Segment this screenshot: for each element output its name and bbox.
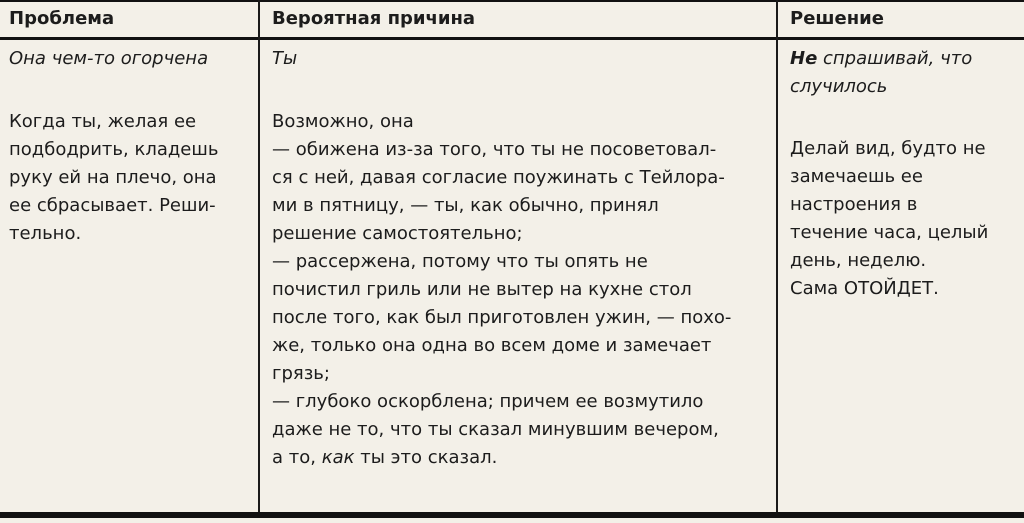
row2-cause-line: ми в пятницу, — ты, как обычно, принял <box>272 195 659 216</box>
row1-solution <box>790 45 972 101</box>
row2-cause-line: — рассержена, потому что ты опять не <box>272 251 648 272</box>
row2-cause-line: Возможно, она <box>272 111 414 132</box>
row2-solution-line: Сама ОТОЙДЕТ. <box>790 278 939 299</box>
row2-problem-line: Когда ты, желая ее <box>9 111 197 132</box>
row2-solution <box>790 135 988 303</box>
row2-solution-line: Делай вид, будто не <box>790 138 986 159</box>
row1-problem-text: Она чем-то огорчена <box>9 48 209 69</box>
row2-cause-last-line <box>272 444 731 472</box>
row1-solution-line-1 <box>790 45 972 73</box>
top-rule <box>0 0 1024 2</box>
row1-solution-line-1-rest: спрашивай, что <box>817 48 973 69</box>
row1-solution-emphasis: Не <box>790 48 818 69</box>
row2-solution-line: течение часа, целый <box>790 222 989 243</box>
column-divider-1 <box>258 0 260 512</box>
row2-cause-line: грязь; <box>272 363 330 384</box>
row2-cause-line: ся с ней, давая согласие поужинать с Тейлора- <box>272 167 725 188</box>
row2-cause-last-post: ты это сказал. <box>354 447 498 468</box>
row2-cause-line: же, только она одна во всем доме и замечает <box>272 335 712 356</box>
column-divider-2 <box>776 0 778 512</box>
header-problem: Проблема <box>9 8 115 29</box>
row2-solution-line: настроения в <box>790 194 918 215</box>
row2-cause-line: почистил гриль или не вытер на кухне стол <box>272 279 692 300</box>
row2-problem-line: ее сбрасывает. Реши- <box>9 195 216 216</box>
row2-problem <box>9 108 218 248</box>
row2-solution-line: замечаешь ее <box>790 166 923 187</box>
row2-cause-line: после того, как был приготовлен ужин, — похо- <box>272 307 732 328</box>
row2-cause-line: решение самостоятельно; <box>272 223 523 244</box>
row2-solution-line: день, неделю. <box>790 250 927 271</box>
row2-cause-last-pre: а то, <box>272 447 322 468</box>
header-rule <box>0 37 1024 40</box>
row2-cause-last-emphasis: как <box>321 447 355 468</box>
row2-problem-line: тельно. <box>9 223 82 244</box>
row1-cause <box>272 45 297 73</box>
row1-solution-line-2: случилось <box>790 76 888 97</box>
row2-cause-line: — обижена из-за того, что ты не посоветовал- <box>272 139 717 160</box>
row2-cause <box>272 108 731 472</box>
row1-cause-text: Ты <box>272 48 298 69</box>
row1-problem <box>9 45 208 73</box>
row2-problem-line: руку ей на плечо, она <box>9 167 217 188</box>
header-solution: Решение <box>790 8 884 29</box>
header-cause: Вероятная причина <box>272 8 476 29</box>
row2-cause-line: — глубоко оскорблена; причем ее возмутило <box>272 391 704 412</box>
bottom-rule <box>0 512 1024 518</box>
row2-cause-line: даже не то, что ты сказал минувшим вечером, <box>272 419 719 440</box>
row2-problem-line: подбодрить, кладешь <box>9 139 219 160</box>
